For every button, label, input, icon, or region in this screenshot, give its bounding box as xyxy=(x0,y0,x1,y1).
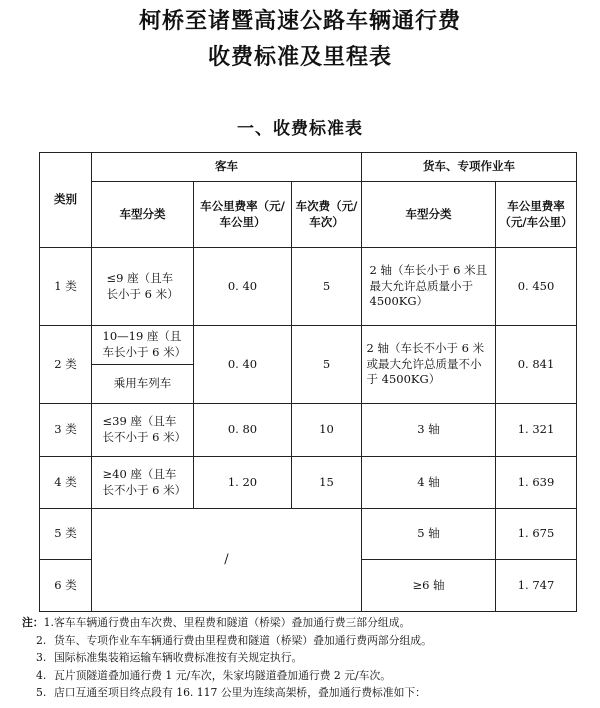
note-number: 4. xyxy=(36,668,47,682)
note-number: 1. xyxy=(43,616,54,629)
note-item xyxy=(36,684,596,702)
table-header-row xyxy=(40,153,577,182)
freight-rate: 0. 841 xyxy=(496,326,577,404)
freight-type: 2 轴（车长小于 6 米且最大允许总质量小于4500KG） xyxy=(362,248,496,326)
freight-rate: 1. 675 xyxy=(496,509,577,560)
note-text: 国际标准集装箱运输车辆收费标准按有关规定执行。 xyxy=(54,651,303,665)
header-passenger-trip-fee: 车次费（元/车次） xyxy=(292,182,362,248)
header-passenger-group: 客车 xyxy=(92,153,362,182)
note-text: 客车车辆通行费由车次费、里程费和隧道（桥梁）叠加通行费三部分组成。 xyxy=(54,616,411,629)
table-row xyxy=(40,404,577,457)
row-category: 2 类 xyxy=(40,326,92,404)
table-row xyxy=(40,248,577,326)
passenger-trip-fee: 5 xyxy=(292,326,362,404)
row-category: 4 类 xyxy=(40,457,92,509)
freight-rate: 1. 747 xyxy=(496,560,577,612)
table-row xyxy=(40,457,577,509)
note-item xyxy=(36,667,596,685)
freight-type: 4 轴 xyxy=(362,457,496,509)
note-item xyxy=(36,632,596,650)
document-title-line2: 收费标准及里程表 xyxy=(207,45,392,70)
note-number: 3. xyxy=(36,651,47,665)
table-row xyxy=(40,326,577,365)
notes-section xyxy=(22,614,596,702)
freight-rate: 0. 450 xyxy=(496,248,577,326)
passenger-rate: 1. 20 xyxy=(194,457,292,509)
freight-rate: 1. 321 xyxy=(496,404,577,457)
passenger-rate: 0. 40 xyxy=(194,248,292,326)
header-freight-rate: 车公里费率（元/车公里） xyxy=(496,182,577,248)
passenger-trip-fee: 5 xyxy=(292,248,362,326)
passenger-trip-fee: 15 xyxy=(292,457,362,509)
note-item xyxy=(22,614,596,632)
freight-type: 2 轴（车长不小于 6 米或最大允许总质量不小于 4500KG） xyxy=(362,326,496,404)
header-category: 类别 xyxy=(40,153,92,248)
notes-lead: 注： xyxy=(22,616,44,629)
passenger-type: 10—19 座（且车长小于 6 米） xyxy=(92,326,194,365)
header-passenger-type: 车型分类 xyxy=(92,182,194,248)
table-subheader-row xyxy=(40,182,577,248)
header-passenger-rate: 车公里费率（元/车公里） xyxy=(194,182,292,248)
empty-passenger-cell: / xyxy=(92,509,362,612)
note-text: 瓦片顶隧道叠加通行费 1 元/车次，朱家坞隧道叠加通行费 2 元/车次。 xyxy=(54,668,392,682)
row-category: 5 类 xyxy=(40,509,92,560)
row-category: 1 类 xyxy=(40,248,92,326)
passenger-rate: 0. 80 xyxy=(194,404,292,457)
freight-type: 3 轴 xyxy=(362,404,496,457)
freight-type: 5 轴 xyxy=(362,509,496,560)
section-title: 一、收费标准表 xyxy=(237,119,363,139)
document-title-line1: 柯桥至诸暨高速公路车辆通行费 xyxy=(138,9,461,34)
note-number: 5. xyxy=(36,686,47,700)
passenger-type: ≤9 座（且车长小于 6 米） xyxy=(92,248,194,326)
note-text: 货车、专项作业车车辆通行费由里程费和隧道（桥梁）叠加通行费两部分组成。 xyxy=(54,633,432,647)
note-item xyxy=(36,649,596,667)
note-text: 店口互通至项目终点段有 16. 117 公里为连续高架桥，叠加通行费标准如下： xyxy=(54,686,426,700)
header-freight-type: 车型分类 xyxy=(362,182,496,248)
passenger-type: ≥40 座（且车长不小于 6 米） xyxy=(92,457,194,509)
table-row xyxy=(40,509,577,560)
passenger-rate: 0. 40 xyxy=(194,326,292,404)
passenger-trip-fee: 10 xyxy=(292,404,362,457)
passenger-type-extra: 乘用车列车 xyxy=(92,365,194,404)
freight-type: ≥6 轴 xyxy=(362,560,496,612)
header-freight-group: 货车、专项作业车 xyxy=(362,153,577,182)
freight-rate: 1. 639 xyxy=(496,457,577,509)
row-category: 3 类 xyxy=(40,404,92,457)
fee-standard-table xyxy=(39,152,577,612)
passenger-type: ≤39 座（且车长不小于 6 米） xyxy=(92,404,194,457)
note-number: 2. xyxy=(36,633,47,647)
row-category: 6 类 xyxy=(40,560,92,612)
